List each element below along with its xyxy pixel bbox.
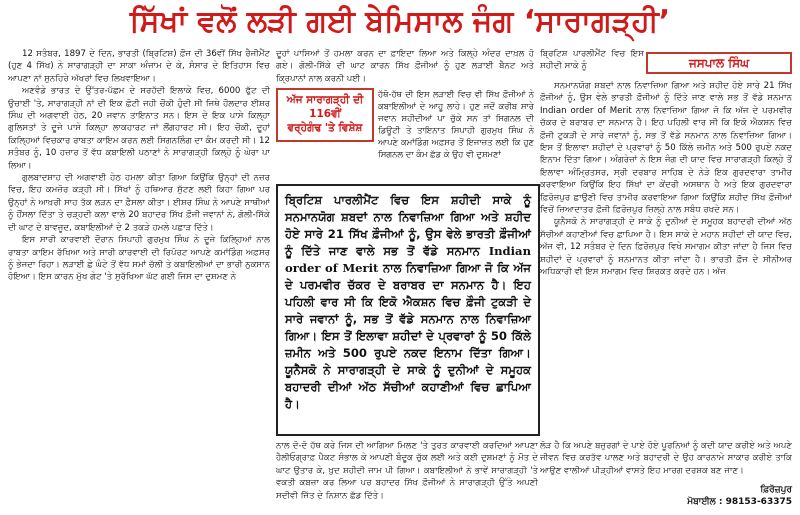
pullquote-award-name: Indian order of Merit <box>285 244 531 275</box>
badge-line-1: ਅੱਜ ਸਾਰਾਗੜ੍ਹੀ ਦੀ 116ਵੀਂ <box>286 94 364 120</box>
author-byline: ਜਸਪਾਲ ਸਿੰਘ <box>646 52 792 74</box>
pullquote-text-2: ਨਾਲ ਨਿਵਾਜ਼ਿਆ ਗਿਆ ਜੋ ਕਿ ਅੱਜ ਦੇ ਪਰਮਵੀਰ ਚੱਕਰ ਦੇ ਬਰਾਬਰ ਦਾ ਸਨਮਾਨ ਹੈ। ਇਹ ਪਹਿਲੀ ਵਾਰ ਸੀ ਕਿ ਇਕੋ ਐਕਸ਼ਨ ਵਿਚ ਫ਼ੌਜੀ ਟੁਕੜੀ ਦੇ ਸਾਰੇ ਜਵਾਨਾਂ ਨੂੰ, ਸਭ ਤੋਂ ਵੱਡੇ ਸਨਮਾਨ ਨਾਲ ਨਿਵਾਜ਼ਿਆ ਗਿਆ। ਇਸ ਤੋਂ ਇਲਾਵਾ ਸ਼ਹੀਦਾਂ ਦੇ ਪ੍ਰਵਾਰਾਂ ਨੂੰ 50 ਕਿੱਲੇ ਜ਼ਮੀਨ ਅਤੇ 500 ਰੁਪਏ ਨਕਦ ਇਨਾਮ ਦਿੱਤਾ ਗਿਆ। ਯੂਨੈਸਕੋ ਨੇ ਸਾਰਾਗੜ੍ਹੀ ਦੇ ਸਾਕੇ ਨੂੰ ਦੁਨੀਆਂ ਦੇ ਸਮੂਹਕ ਬਹਾਦਰੀ ਦੀਆਂ ਅੱਠ ਸੱਚੀਆਂ ਕਹਾਣੀਆਂ ਵਿਚ ਛਾਪਿਆ ਹੈ। <box>285 261 531 411</box>
article-column-3 <box>540 80 792 480</box>
paragraph: ਅਣਵੰਡੇ ਭਾਰਤ ਦੇ ਉੱਤਰ-ਪੱਛਮ ਦੇ ਸਰਹੱਦੀ ਇਲਾਕੇ ਵਿਚ, 6000 ਫੁੱਟ ਦੀ ਉਚਾਈ 'ਤੇ, ਸਾਰਾਗੜ੍ਹੀ ਨਾਂ ਦੀ ਇਕ ਛੋਟੀ ਜਹੀ ਚੌਕੀ ਹੁੰਦੀ ਸੀ ਜਿਥੇ ਹੌਲਦਾਰ ਈਸ਼ਰ ਸਿੰਘ ਦੀ ਅਗਵਾਈ ਹੇਠ, 20 ਜਵਾਨ ਤਾਇਨਾਤ ਸਨ। ਇਸ ਦੇ ਇਕ ਪਾਸੇ ਕਿਲ੍ਹਾ ਗੁਲਿਸਤਾਂ ਤੇ ਦੂਜੇ ਪਾਸੇ ਕਿਲ੍ਹਾ ਲਾਕਹਾਰਟ ਜਾਂ ਲੌਂਗਹਾਰਟ ਸੀ। ਇਹ ਚੌਕੀ, ਦੂਹਾਂ ਕਿਲ੍ਹਿਆਂ ਵਿਚਕਾਰ ਰਾਬਤਾ ਕਾਇਮ ਕਰਨ ਲਈ ਸਿਗਨਲਿੰਗ ਦਾ ਕੰਮ ਕਰਦੀ ਸੀ। 12 ਸਤੰਬਰ ਨੂੰ, 10 ਹਜ਼ਾਰ ਤੋਂ ਵੱਧ ਕਬਾਇਲੀ ਪਠਾਣਾਂ ਨੇ ਸਾਰਾਗੜ੍ਹੀ ਕਿਲ੍ਹੇ ਨੂੰ ਘੇਰਾ ਪਾ ਲਿਆ। <box>8 86 270 171</box>
article-column-3-bottom: ਲੋੜ ਹੈ ਕਿ ਅਪਣੇ ਬਜ਼ੁਰਗਾਂ ਦੇ ਪਾਏ ਹੋਏ ਪੂਰਨਿਆਂ ਨੂੰ ਕਦੀ ਯਾਦ ਕਰੀਏ ਅਤੇ ਅਪਣੇ ਜੀਵਨ ਵਿਚ ਕਰਤੱਵ ਪਾਲਣ ਅਤੇ ਬਹਾਦਰੀ ਦੇ ਉਹ ਕਾਰਨਾਮੇ ਸਾਕਾਰ ਕਰੀਏ ਤਾਕਿ ਆਉਣ ਵਾਲੀਆਂ ਪੀੜ੍ਹੀਆਂ ਵਾਸਤੇ ਇਹ ਮਾਰਗ ਦਰਸ਼ਕ ਬਣ ਜਾਣ। <box>540 441 792 476</box>
author-phone: ਮੋਬਾਈਲ : 98153-63375 <box>687 497 792 507</box>
paragraph: ਸਨਮਾਨਯੋਗ ਸ਼ਬਦਾਂ ਨਾਲ ਨਿਵਾਜ਼ਿਆ ਗਿਆ ਅਤੇ ਸ਼ਹੀਦ ਹੋਏ ਸਾਰੇ 21 ਸਿੱਖ ਫ਼ੌਜੀਆਂ ਨੂੰ, ਉਸ ਵੇਲੇ ਭਾਰਤੀ ਫ਼ੌਜੀਆਂ ਨੂੰ ਦਿੱਤੇ ਜਾਣ ਵਾਲੇ ਸਭ ਤੋਂ ਵੱਡੇ ਸਨਮਾਨ Indian order of Merit ਨਾਲ ਨਿਵਾਜ਼ਿਆ ਗਿਆ ਜੋ ਕਿ ਅੱਜ ਦੇ ਪਰਮਵੀਰ ਚੱਕਰ ਦੇ ਬਰਾਬਰ ਦਾ ਸਨਮਾਨ ਹੈ। ਇਹ ਪਹਿਲੀ ਵਾਰ ਸੀ ਕਿ ਇਕੋ ਐਕਸ਼ਨ ਵਿਚ ਫ਼ੌਜੀ ਟੁਕੜੀ ਦੇ ਸਾਰੇ ਜਵਾਨਾਂ ਨੂੰ, ਸਭ ਤੋਂ ਵੱਡੇ ਸਨਮਾਨ ਨਾਲ ਨਿਵਾਜ਼ਿਆ ਗਿਆ। ਇਸ ਤੋਂ ਇਲਾਵਾ ਸ਼ਹੀਦਾਂ ਦੇ ਪ੍ਰਵਾਰਾਂ ਨੂੰ 50 ਕਿੱਲੇ ਜ਼ਮੀਨ ਅਤੇ 500 ਰੁਪਏ ਨਕਦ ਇਨਾਮ ਦਿੱਤਾ ਗਿਆ। ਅੰਗਰੇਜ਼ਾਂ ਨੇ ਇਸ ਜੰਗ ਦੀ ਯਾਦ ਵਿਚ ਸਾਰਾਗੜ੍ਹੀ ਕਿਲ੍ਹੇ ਤੋਂ ਇਲਾਵਾ ਅੰਮ੍ਰਿਤਸਰ, ਸ੍ਰੀ ਦਰਬਾਰ ਸਾਹਿਬ ਦੇ ਨੇੜੇ ਇਕ ਗੁਰਦਵਾਰਾ ਤਾਮੀਰ ਕਰਵਾਇਆ ਕਿਉਂਕਿ ਇਹ ਸਿੱਖਾਂ ਦਾ ਕੇਂਦਰੀ ਅਸਥਾਨ ਹੈ ਅਤੇ ਇਕ ਗੁਰਦਵਾਰਾ ਫ਼ਿਰੋਜ਼ਪੁਰ ਛਾਉਣੀ ਵਿਚ ਤਾਮੀਰ ਕਰਵਾਇਆ ਗਿਆ ਕਿਉਂਕਿ ਸ਼ਹੀਦ ਸਿੱਖ ਫ਼ੌਜੀਆਂ ਵਿਚੋਂ ਜ਼ਿਆਦਾਤਰ ਫ਼ੌਜੀ ਫ਼ਿਰੋਜ਼ਪੁਰ ਜ਼ਿਲ੍ਹੇ ਨਾਲ ਸਬੰਧ ਰਖਦੇ ਸਨ। <box>540 81 792 216</box>
anniversary-badge <box>276 88 374 142</box>
pullquote-text-1: ਬ੍ਰਿਟਿਸ਼ ਪਾਰਲੀਮੈਂਟ ਵਿਚ ਇਸ ਸ਼ਹੀਦੀ ਸਾਕੇ ਨੂੰ ਸਨਮਾਨਯੋਗ ਸ਼ਬਦਾਂ ਨਾਲ ਨਿਵਾਜ਼ਿਆ ਗਿਆ ਅਤੇ ਸ਼ਹੀਦ ਹੋਏ ਸਾਰੇ 21 ਸਿੱਖ ਫ਼ੌਜੀਆਂ ਨੂੰ, ਉਸ ਵੇਲੇ ਭਾਰਤੀ ਫ਼ੌਜੀਆਂ ਨੂੰ ਦਿੱਤੇ ਜਾਣ ਵਾਲੇ ਸਭ ਤੋਂ ਵੱਡੇ ਸਨਮਾਨ <box>285 193 531 258</box>
headline: ਸਿੱਖਾਂ ਵਲੋਂ ਲੜੀ ਗਈ ਬੇਮਿਸਾਲ ਜੰਗ ‘ਸਾਰਾਗੜ੍ਹੀ’ <box>129 4 671 39</box>
article-column-2-bottom: ਨਾਲ ਦੋ-ਦੋ ਹੱਥ ਕਰੇ ਜਿਸ ਦੀ ਆਗਿਆ ਮਿਲਣ 'ਤੇ ਤੁਰਤ ਕਾਰਵਾਈ ਕਰਦਿਆਂ ਆਪਣਾ ਹੈਲੀਓਗ੍ਰਾਫ਼ ਪੈਕਟ ਸੰਭਾਲ ਕੇ ਆਪਣੀ ਬੰਦੂਕ ਚੁੱਕ ਲਈ ਅਤੇ ਕਈ ਦੁਸ਼ਮਣਾਂ ਨੂੰ ਮੌਤ ਦੇ ਘਾਟ ਉਤਾਰ ਕੇ, ਖ਼ੁਦ ਸ਼ਹੀਦੀ ਜਾਮ ਪੀ ਗਿਆ। ਕਬਾਇਲੀਆਂ ਨੇ ਭਾਵੇਂ ਸਾਰਾਗੜ੍ਹੀ 'ਤੇ ਵਕਤੀ ਕਬਜ਼ਾ ਕਰ ਲਿਆ ਪਰ ਬਹਾਦਰ ਸਿੱਖ ਫ਼ੌਜੀਆਂ ਨੇ ਸਾਰਾਗੜ੍ਹੀ ਉੱਤੇ ਅਪਣੀ ਸਦੀਵੀ ਜਿੱਤ ਦੇ ਨਿਸ਼ਾਨ ਛੱਡ ਦਿੱਤੇ। <box>276 441 538 501</box>
article-column-2-mid: ਹੱਥੋ-ਹੱਥ ਦੀ ਇਸ ਲੜਾਈ ਵਿਚ ਵੀ ਸਿੱਖ ਫ਼ੌਜੀਆਂ ਨੇ ਕਬਾਇਲੀਆਂ ਦੇ ਆਹੂ ਲਾਹੇ। ਹੁਣ ਜਦੋਂ ਕਰੀਬ ਸਾਰੇ ਜਵਾਨ ਸ਼ਹੀਦੀਆਂ ਪਾ ਚੁੱਕੇ ਸਨ ਤਾਂ ਸਿਗਨਲ ਦੀ ਡਿਊਟੀ ਤੇ ਤਾਇਨਾਤ ਸਿਪਾਹੀ ਗੁਰਮੁਖ ਸਿੰਘ ਨੇ ਆਪਣੇ ਕਮਾਂਡਿੰਗ ਅਫ਼ਸਰ ਤੋਂ ਇਜਾਜ਼ਤ ਲਈ ਕਿ ਹੁਣ ਸਿਗਨਲ ਦਾ ਕੰਮ ਛੱਡ ਕੇ ਉਹ ਵੀ ਦੁਸ਼ਮਣਾਂ <box>378 89 534 159</box>
article-column-3-top: ਬ੍ਰਿਟਿਸ਼ ਪਾਰਲੀਮੈਂਟ ਵਿਚ ਇਸ ਸ਼ਹੀਦੀ ਸਾਕੇ ਨੂੰ <box>540 49 644 72</box>
pullquote-box <box>276 184 540 436</box>
article-column-2-top: ਦੂਹਾਂ ਪਾਸਿਆਂ ਤੋਂ ਹਮਲਾ ਕਰਨ ਦਾ ਫ਼ਾਇਦਾ ਲਿਆ ਅਤੇ ਕਿਲ੍ਹੇ ਅੰਦਰ ਦਾਖ਼ਲ ਹੋ ਗਏ। ਗੋਲੀ-ਸਿੱਕੇ ਦੀ ਘਾਟ ਕਾਰਨ ਸਿੱਖ ਫ਼ੌਜੀਆਂ ਨੂੰ ਹੁਣ ਲੜਾਈ ਬੈਨਟ ਅਤੇ ਕ੍ਰਿਪਾਨਾਂ ਨਾਲ ਕਰਨੀ ਪਈ। <box>276 49 534 84</box>
paragraph: ਇਸ ਸਾਰੀ ਕਾਰਵਾਈ ਦੌਰਾਨ ਸਿਪਾਹੀ ਗੁਰਮੁਖ ਸਿੰਘ ਨੇ ਦੂਜੇ ਕਿਲ੍ਹਿਆਂ ਨਾਲ ਰਾਬਤਾ ਕਾਇਮ ਰੱਖਿਆ ਅਤੇ ਸਾਰੀ ਕਾਰਵਾਈ ਦੀ ਰਿਪੋਰਟ ਆਪਣੇ ਕਮਾਂਡਿੰਗ ਅਫ਼ਸਰ ਨੂੰ ਭੇਜਦਾ ਰਿਹਾ। ਲੜਾਈ ਛੇ ਘੰਟੇ ਤੋਂ ਵੱਧ ਸਮਾਂ ਚੱਲੀ ਤੇ ਕਬਾਇਲੀਆਂ ਦਾ ਭਾਰੀ ਨੁਕਸਾਨ ਹੋਇਆ। ਇਸ ਕਾਰਨ ਮੁੱਖ ਗੇਟ 'ਤੇ ਸੁਰੱਖਿਆ ਘੱਟ ਗਈ ਜਿਸ ਦਾ ਦੁਸ਼ਮਣ ਨੇ <box>8 235 270 283</box>
author-signoff <box>612 484 792 510</box>
author-place: ਫ਼ਿਰੋਜ਼ਪੁਰ <box>760 485 792 495</box>
paragraph: ਗੁਲਬਾਦਸ਼ਾਹ ਦੀ ਅਗਵਾਈ ਹੇਠ ਹਮਲਾ ਕੀਤਾ ਗਿਆ ਕਿਉਂਕਿ ਉਨ੍ਹਾਂ ਦੀ ਨਜ਼ਰ ਵਿਚ, ਇਹ ਕਮਜ਼ੋਰ ਕੜ੍ਹੀ ਸੀ। ਸਿੱਖਾਂ ਨੂੰ ਹਥਿਆਰ ਸੁੱਟਣ ਲਈ ਕਿਹਾ ਗਿਆ ਪਰ ਉਨ੍ਹਾਂ ਨੇ ਆਖ਼ਰੀ ਸਾਹ ਤੱਕ ਲੜਨ ਦਾ ਫ਼ੈਸਲਾ ਕੀਤਾ। ਈਸ਼ਰ ਸਿੰਘ ਨੇ ਆਪਣੇ ਸਾਥੀਆਂ ਨੂੰ ਹੌਂਸਲਾ ਦਿੱਤਾ ਤੇ ਚੜ੍ਹਦੀ ਕਲਾ ਵਾਲੇ 20 ਬਹਾਦਰ ਸਿੱਖ ਫ਼ੌਜੀ ਜਵਾਨਾਂ ਨੇ, ਗੋਲੀ-ਸਿੱਕੇ ਦੀ ਘਾਟ ਦੇ ਬਾਵਜੂਦ, ਕਬਾਇਲੀਆਂ ਦੇ 2 ਤਕੜੇ ਹਮਲੇ ਪਛਾੜ ਦਿੱਤੇ। <box>8 173 270 233</box>
article-column-1 <box>8 48 270 503</box>
paragraph: 12 ਸਤੰਬਰ, 1897 ਦੇ ਦਿਨ, ਭਾਰਤੀ (ਬ੍ਰਿਟਿਸ਼) ਫ਼ੌਜ ਦੀ 36ਵੀਂ ਸਿੱਖ ਰੈਜੀਮੈਂਟ (ਹੁਣ 4 ਸਿੱਖ) ਨੇ ਸਾਰਾਗੜ੍ਹੀ ਦਾ ਸਾਕਾ ਅੰਜਾਮ ਦੇ ਕੇ, ਸੰਸਾਰ ਦੇ ਇਤਿਹਾਸ ਵਿਚ ਆਪਣਾ ਨਾਂ ਸੁਨਹਿਰੇ ਅੱਖਰਾਂ ਵਿਚ ਲਿਖਵਾਇਆ। <box>8 49 270 84</box>
badge-line-2: ਵਰ੍ਹੇਗੰਢ 'ਤੇ ਵਿਸ਼ੇਸ਼ <box>287 122 363 134</box>
paragraph: ਯੂਨੈਸਕੋ ਨੇ ਸਾਰਾਗੜ੍ਹੀ ਦੇ ਸਾਕੇ ਨੂੰ ਦੁਨੀਆਂ ਦੇ ਸਮੂਹਕ ਬਹਾਦਰੀ ਦੀਆਂ ਅੱਠ ਸੱਚੀਆਂ ਕਹਾਣੀਆਂ ਵਿਚ ਛਾਪਿਆ ਹੈ। ਇਸ ਸਾਕੇ ਦੇ ਮਹਾਨ ਸ਼ਹੀਦਾਂ ਦੀ ਯਾਦ ਵਿਚ, ਅੱਜ ਵੀ, 12 ਸਤੰਬਰ ਦੇ ਦਿਨ ਫ਼ਿਰੋਜ਼ਪੁਰ ਵਿਖੇ ਸਮਾਗਮ ਕੀਤਾ ਜਾਂਦਾ ਹੈ ਜਿਸ ਵਿਚ ਸ਼ਹੀਦਾਂ ਦੇ ਪ੍ਰਵਾਰਾਂ ਨੂੰ ਸਨਮਾਨਤ ਕੀਤਾ ਜਾਂਦਾ ਹੈ। ਭਾਰਤੀ ਫ਼ੌਜ ਦੇ ਸੀਨੀਅਰ ਅਧਿਕਾਰੀ ਵੀ ਇਸ ਸਮਾਗਮ ਵਿਚ ਸ਼ਿਰਕਤ ਕਰਦੇ ਹਨ। ਅੱਜ <box>540 217 792 278</box>
